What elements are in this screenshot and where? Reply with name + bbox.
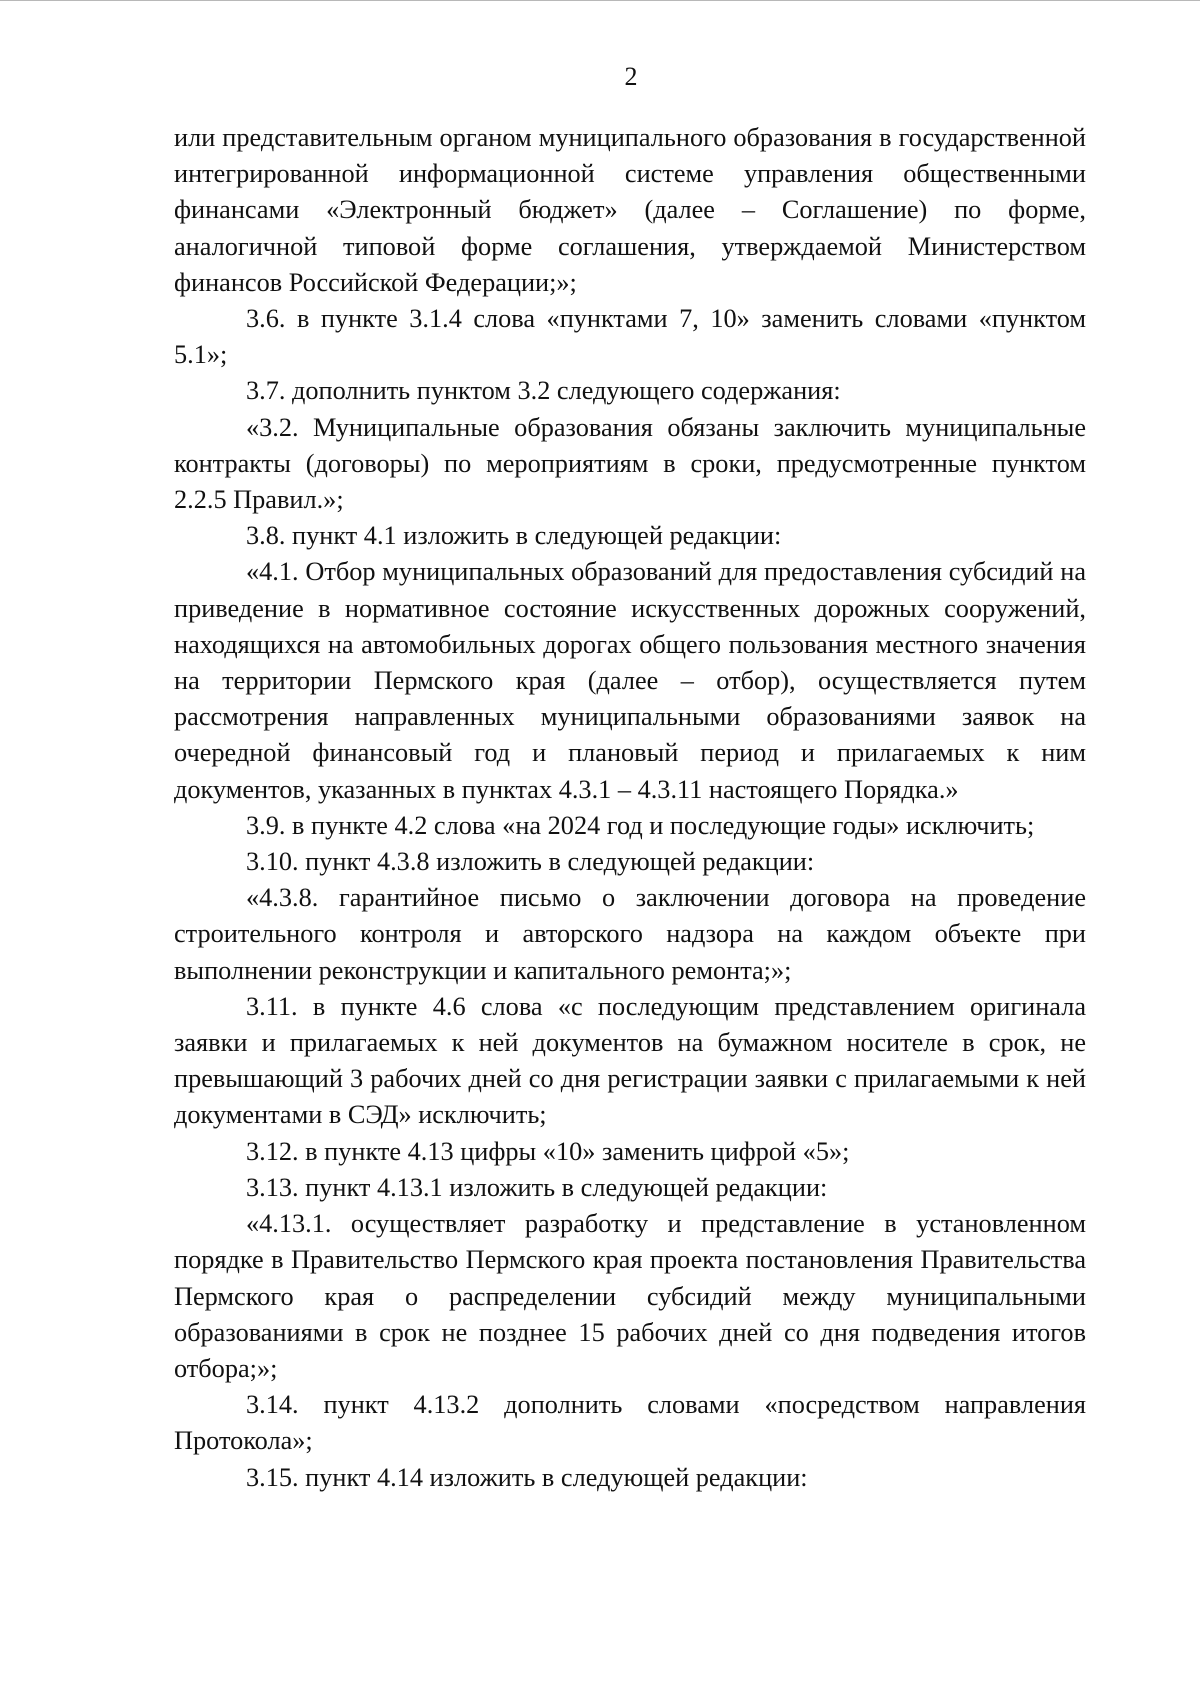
page-number: 2	[624, 62, 638, 91]
paragraph-3-7: 3.7. дополнить пунктом 3.2 следующего содержания:	[246, 376, 841, 406]
paragraph-3-15: 3.15. пункт 4.14 изложить в следующей редакции:	[246, 1462, 808, 1492]
paragraph-3-13: 3.13. пункт 4.13.1 изложить в следующей редакции:	[246, 1172, 828, 1202]
paragraph-3-14: 3.14. пункт 4.13.2 дополнить словами «посредством направления Протокола»;	[174, 1390, 1086, 1456]
paragraph-quote-4-3-8: «4.3.8. гарантийное письмо о заключении договора на проведение строительного контроля и авторского надзора на каждом объекте при выполнении реконструкции и капитального ремонта;»;	[174, 883, 1086, 985]
paragraph-3-11: 3.11. в пункте 4.6 слова «с последующим представлением оригинала заявки и прилагаемых к ней документов на бумажном носителе в срок, не превышающий 3 рабочих дней со дня регистрации заявки с прилагаемыми к ней документами в СЭД» исключить;	[174, 991, 1086, 1130]
paragraph-3-8: 3.8. пункт 4.1 изложить в следующей редакции:	[246, 521, 782, 551]
paragraph-continuation: или представительным органом муниципального образования в государственной интегрированной информационной системе управления общественными финансами «Электронный бюджет» (далее – Соглашение) по форме, аналогичной типовой форме соглашения, утверждаемой Министерством финансов Российской Федерации;»;	[174, 123, 1086, 297]
paragraph-quote-3-2: «3.2. Муниципальные образования обязаны заключить муниципальные контракты (договоры) по мероприятиям в сроки, предусмотренные пунктом 2.2.5 Правил.»;	[174, 412, 1086, 515]
document-body	[174, 120, 1086, 1496]
paragraph-quote-4-13-1: «4.13.1. осуществляет разработку и представление в установленном порядке в Правительство Пермского края проекта постановления Правительства Пермского края о распределении субсидий между муниципальными образованиями в срок не позднее 15 рабочих дней со дня подведения итогов отбора;»;	[174, 1209, 1086, 1383]
paragraph-3-6: 3.6. в пункте 3.1.4 слова «пунктами 7, 10» заменить словами «пунктом 5.1»;	[174, 304, 1086, 370]
paragraph-quote-4-1: «4.1. Отбор муниципальных образований для предоставления субсидий на приведение в нормативное состояние искусственных дорожных сооружений, находящихся на автомобильных дорогах общего пользования местного значения на территории Пермского края (далее – отбор), осуществляется путем рассмотрения направленных муниципальными образованиями заявок на очередной финансовый год и плановый период и прилагаемых к ним документов, указанных в пунктах 4.3.1 – 4.3.11 настоящего Порядка.»	[174, 557, 1086, 804]
paragraph-3-9: 3.9. в пункте 4.2 слова «на 2024 год и последующие годы» исключить;	[246, 810, 1035, 840]
paragraph-3-12: 3.12. в пункте 4.13 цифры «10» заменить цифрой «5»;	[246, 1136, 850, 1166]
paragraph-3-10: 3.10. пункт 4.3.8 изложить в следующей редакции:	[246, 847, 815, 877]
page-top-edge	[0, 0, 1200, 1]
